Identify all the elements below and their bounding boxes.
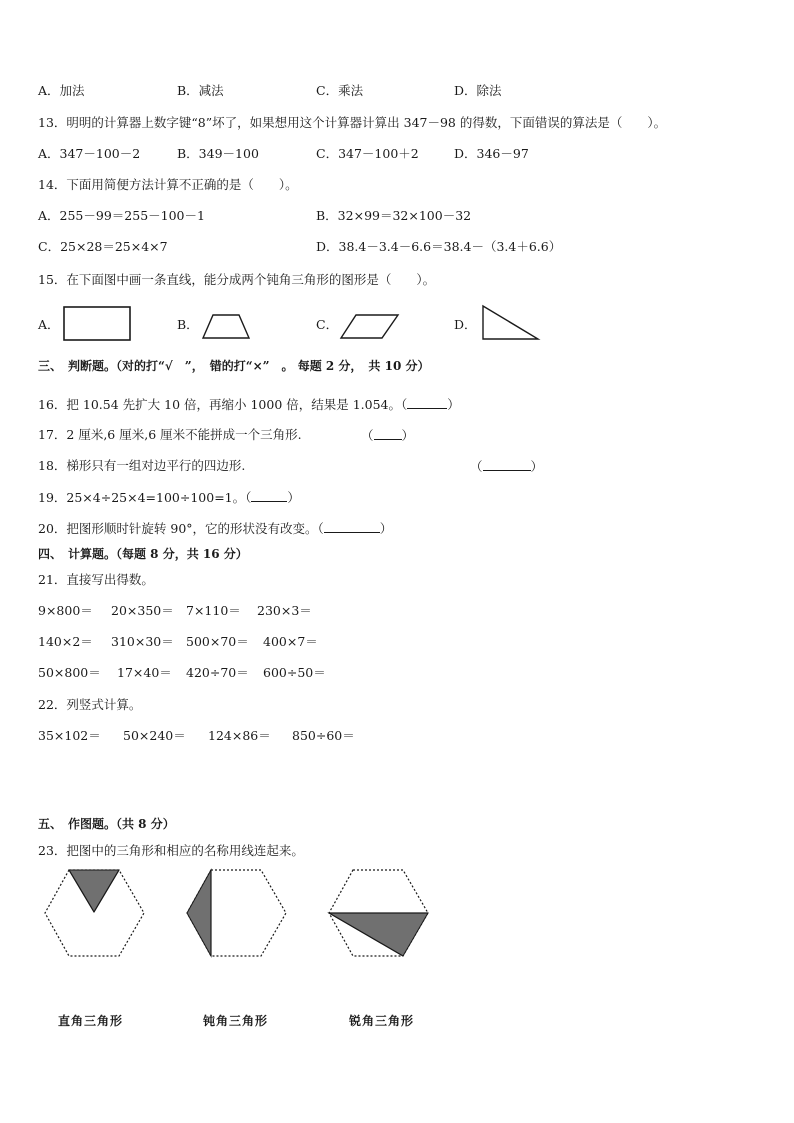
q22-item: 124×86＝ bbox=[208, 728, 271, 743]
q12-option-c: C．乘法 bbox=[316, 83, 364, 98]
q21-item: 17×40＝ bbox=[117, 665, 172, 680]
q15-option-c: C． bbox=[316, 317, 339, 332]
q21-item: 9×800＝ bbox=[38, 603, 93, 618]
q14-stem: 14．下面用简便方法计算不正确的是（ ）。 bbox=[38, 177, 298, 192]
label-acute-triangle[interactable]: 锐角三角形 bbox=[349, 1014, 415, 1028]
q20 bbox=[38, 520, 392, 537]
q16 bbox=[38, 396, 460, 413]
q21-item: 400×7＝ bbox=[263, 634, 318, 649]
label-right-triangle[interactable]: 直角三角形 bbox=[58, 1014, 124, 1028]
q21-item: 600÷50＝ bbox=[263, 665, 326, 680]
q17-close: ） bbox=[401, 428, 415, 443]
q15-option-a: A． bbox=[38, 317, 60, 332]
shaded-triangle bbox=[187, 870, 211, 956]
q13-stem: 13．明明的计算器上数字键“8”坏了，如果想用这个计算器计算出 347－98 的得数，下面错误的算法是（ ）。 bbox=[38, 115, 667, 130]
section-5-title: 五、 作图题。（共 8 分） bbox=[38, 817, 175, 831]
q14-option-b: B．32×99＝32×100－32 bbox=[316, 208, 472, 223]
q16-text: 16．把 10.54 先扩大 10 倍，再缩小 1000 倍，结果是 1.054。（ bbox=[38, 397, 408, 412]
section-3-title: 三、 判断题。（对的打“√ ”， 错的打“×” 。 每题 2 分， 共 10 分） bbox=[38, 359, 430, 373]
q20-close: ） bbox=[379, 521, 393, 536]
hexagon-figure bbox=[327, 868, 431, 958]
right-triangle-figure bbox=[480, 304, 542, 342]
q13-option-c: C．347－100＋2 bbox=[316, 146, 419, 161]
section-4-title: 四、 计算题。（每题 8 分，共 16 分） bbox=[38, 547, 248, 561]
trapezoid-figure bbox=[201, 313, 251, 341]
q18-close: ） bbox=[530, 459, 544, 474]
rectangle-figure bbox=[63, 306, 133, 342]
q22-item: 50×240＝ bbox=[123, 728, 186, 743]
q19 bbox=[38, 489, 300, 506]
shaded-triangle bbox=[69, 870, 119, 912]
q14-option-a: A．255－99＝255－100－1 bbox=[38, 208, 205, 223]
q21-item: 50×800＝ bbox=[38, 665, 101, 680]
q18-open: （ bbox=[470, 459, 483, 474]
answer-blank[interactable] bbox=[374, 427, 402, 440]
q13-option-d: D．346－97 bbox=[454, 146, 529, 161]
q17-text: 17．2 厘米,6 厘米,6 厘米不能拼成一个三角形. bbox=[38, 427, 302, 442]
q22-stem: 22．列竖式计算。 bbox=[38, 697, 142, 712]
shaded-triangle bbox=[329, 913, 428, 956]
q23-stem: 23．把图中的三角形和相应的名称用线连起来。 bbox=[38, 843, 304, 858]
q19-text: 19．25×4÷25×4=100÷100=1。（ bbox=[38, 490, 252, 505]
q21-item: 310×30＝ bbox=[111, 634, 174, 649]
q14-option-c: C．25×28＝25×4×7 bbox=[38, 239, 168, 254]
q18-answer bbox=[470, 458, 543, 475]
q13-option-b: B．349－100 bbox=[177, 146, 259, 161]
q12-option-d: D．除法 bbox=[454, 83, 502, 98]
q17-answer bbox=[361, 427, 414, 444]
q21-item: 140×2＝ bbox=[38, 634, 93, 649]
answer-blank[interactable] bbox=[407, 396, 447, 409]
hexagon-figure bbox=[43, 868, 147, 958]
q22-item: 35×102＝ bbox=[38, 728, 101, 743]
q12-option-b: B．减法 bbox=[177, 83, 224, 98]
parallelogram-figure bbox=[340, 313, 400, 341]
q13-option-a: A．347－100－2 bbox=[38, 146, 141, 161]
q14-option-d: D．38.4－3.4－6.6＝38.4－（3.4＋6.6） bbox=[316, 239, 562, 254]
q21-item: 420÷70＝ bbox=[186, 665, 249, 680]
q21-item: 20×350＝ bbox=[111, 603, 174, 618]
answer-blank[interactable] bbox=[324, 520, 380, 533]
q22-item: 850÷60＝ bbox=[292, 728, 355, 743]
q17-open: （ bbox=[361, 428, 374, 443]
q21-stem: 21．直接写出得数。 bbox=[38, 572, 154, 587]
q19-close: ） bbox=[287, 490, 300, 505]
q21-item: 7×110＝ bbox=[186, 603, 241, 618]
hexagon-figure bbox=[185, 868, 289, 958]
q18-text: 18．梯形只有一组对边平行的四边形. bbox=[38, 458, 246, 473]
q16-close: ） bbox=[447, 397, 460, 412]
q15-option-d: D． bbox=[454, 317, 477, 332]
answer-blank[interactable] bbox=[483, 458, 531, 471]
q21-item: 500×70＝ bbox=[186, 634, 249, 649]
label-obtuse-triangle[interactable]: 钝角三角形 bbox=[203, 1014, 269, 1028]
q20-text: 20．把图形顺时针旋转 90°，它的形状没有改变。（ bbox=[38, 521, 324, 536]
q12-option-a: A．加法 bbox=[38, 83, 85, 98]
q15-stem: 15．在下面图中画一条直线，能分成两个钝角三角形的图形是（ ）。 bbox=[38, 272, 436, 287]
q15-option-b: B． bbox=[177, 317, 199, 332]
answer-blank[interactable] bbox=[251, 489, 287, 502]
q21-item: 230×3＝ bbox=[257, 603, 312, 618]
